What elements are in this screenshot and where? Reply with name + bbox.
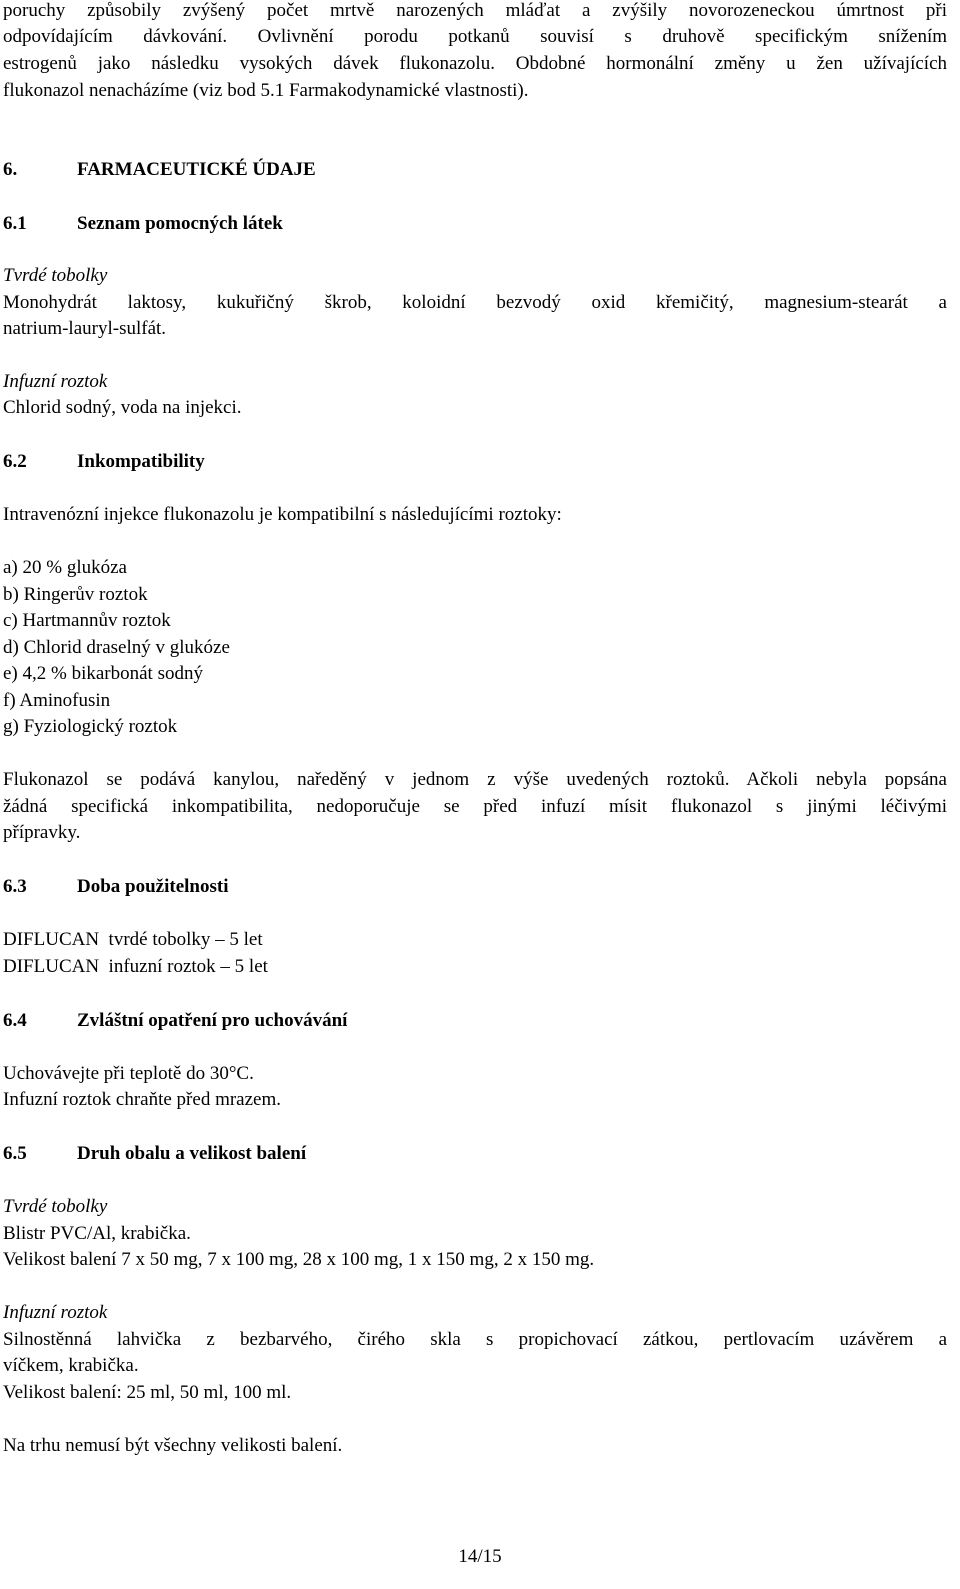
list-item: c) Hartmannův roztok (3, 610, 171, 631)
list-item: f) Aminofusin (3, 690, 111, 711)
list-item: d) Chlorid draselný v glukóze (3, 637, 230, 658)
pack-caps-label: Tvrdé tobolky (3, 1196, 108, 1217)
section-6-5-number: 6.5 (3, 1143, 27, 1164)
section-6-1-title: Seznam pomocných látek (77, 213, 283, 234)
intro-line-1: poruchy způsobily zvýšený počet mrtvě narozených mláďat a zvýšily novorozeneckou úmrtnost při (3, 0, 947, 21)
list-item: b) Ringerův roztok (3, 584, 148, 605)
section-6-2-title: Inkompatibility (77, 451, 205, 472)
section-6-5-title: Druh obalu a velikost balení (77, 1143, 307, 1164)
pack-availability-note: Na trhu nemusí být všechny velikosti balení. (3, 1435, 343, 1456)
section-6-4-heading (3, 1008, 347, 1035)
list-item: e) 4,2 % bikarbonát sodný (3, 663, 203, 684)
compatibility-note-line-2: žádná specifická inkompatibilita, nedoporučuje se před infuzí mísit flukonazol s jinými léčivými (3, 796, 947, 817)
pack-infusion-line-2: víčkem, krabička. (3, 1355, 139, 1376)
pack-caps-line-2: Velikost balení 7 x 50 mg, 7 x 100 mg, 28 x 100 mg, 1 x 150 mg, 2 x 150 mg. (3, 1249, 595, 1270)
section-6-2-heading (3, 449, 205, 476)
caps-label: Tvrdé tobolky (3, 265, 108, 286)
pack-infusion-line-1: Silnostěnná lahvička z bezbarvého, čirého skla s propichovací zátkou, pertlovacím uzávěrem a (3, 1329, 947, 1350)
intro-line-2: odpovídajícím dávkování. Ovlivnění porodu potkanů souvisí s druhově specifickým snížením (3, 26, 947, 47)
section-6-2-number: 6.2 (3, 451, 27, 472)
section-6-5-heading (3, 1141, 306, 1168)
section-6-3-title: Doba použitelnosti (77, 876, 229, 897)
pack-infusion-label: Infuzní roztok (3, 1302, 108, 1323)
intro-line-4: flukonazol nenacházíme (viz bod 5.1 Farmakodynamické vlastnosti). (3, 80, 529, 101)
shelf-life-capsules: DIFLUCAN tvrdé tobolky – 5 let (3, 929, 263, 950)
section-6-title: FARMACEUTICKÉ ÚDAJE (77, 159, 316, 180)
section-6-1-number: 6.1 (3, 213, 27, 234)
section-6-heading (3, 157, 316, 184)
shelf-life-infusion: DIFLUCAN infuzní roztok – 5 let (3, 956, 268, 977)
compatibility-intro: Intravenózní injekce flukonazolu je kompatibilní s následujícími roztoky: (3, 504, 562, 525)
section-6-4-title: Zvláštní opatření pro uchovávání (77, 1010, 348, 1031)
section-6-3-heading (3, 874, 229, 901)
section-6-1-heading (3, 211, 283, 238)
infusion-label: Infuzní roztok (3, 371, 108, 392)
storage-line-1: Uchovávejte při teplotě do 30°C. (3, 1063, 254, 1084)
page-number: 14/15 (458, 1546, 502, 1567)
caps-excipients-line-2: natrium-lauryl-sulfát. (3, 318, 167, 339)
infusion-excipients: Chlorid sodný, voda na injekci. (3, 397, 242, 418)
pack-caps-line-1: Blistr PVC/Al, krabička. (3, 1223, 191, 1244)
pack-infusion-line-3: Velikost balení: 25 ml, 50 ml, 100 ml. (3, 1382, 292, 1403)
section-6-4-number: 6.4 (3, 1010, 27, 1031)
storage-line-2: Infuzní roztok chraňte před mrazem. (3, 1089, 282, 1110)
caps-excipients-line-1: Monohydrát laktosy, kukuřičný škrob, koloidní bezvodý oxid křemičitý, magnesium-stearát a (3, 292, 947, 313)
list-item: g) Fyziologický roztok (3, 716, 178, 737)
intro-line-3: estrogenů jako následku vysokých dávek flukonazolu. Obdobné hormonální změny u žen užívajících (3, 53, 947, 74)
section-6-3-number: 6.3 (3, 876, 27, 897)
compatibility-note-line-1: Flukonazol se podává kanylou, naředěný v jednom z výše uvedených roztoků. Ačkoli nebyla popsána (3, 769, 947, 790)
section-6-number: 6. (3, 159, 18, 180)
compatibility-note-line-3: přípravky. (3, 822, 81, 843)
list-item: a) 20 % glukóza (3, 557, 127, 578)
